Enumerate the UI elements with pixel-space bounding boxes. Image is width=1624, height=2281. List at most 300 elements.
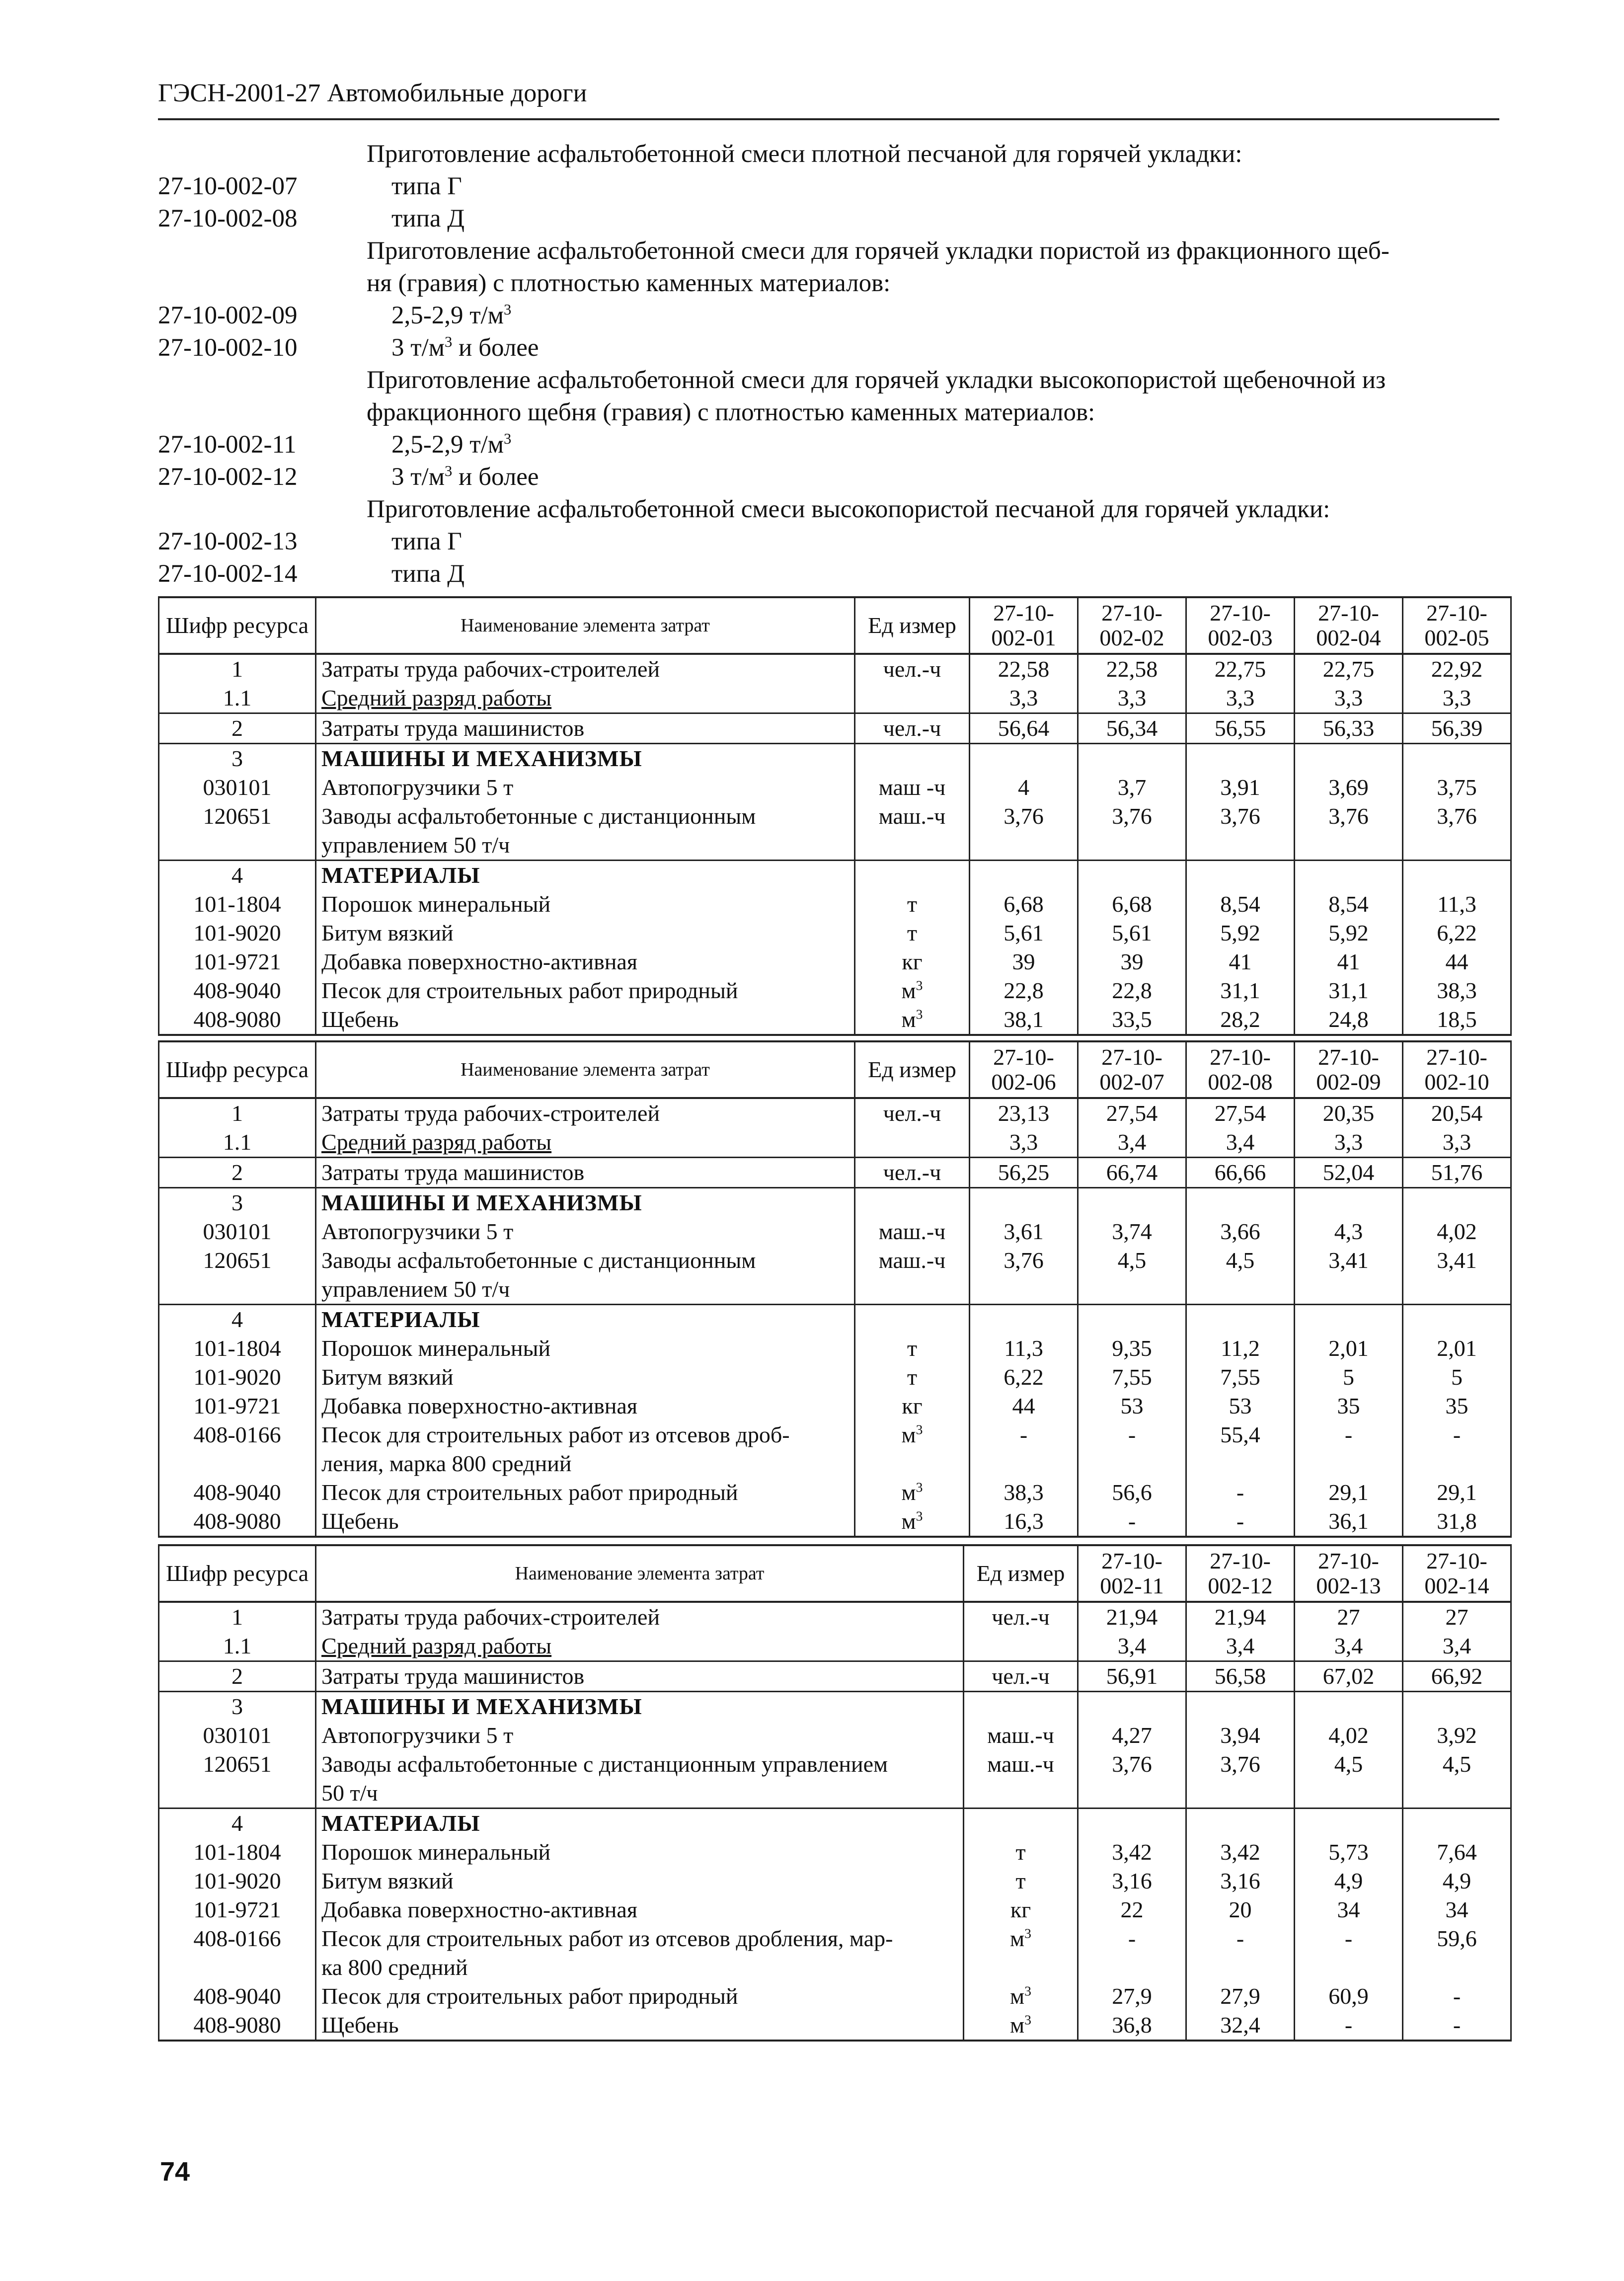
value-cell: 5,92 [1186, 919, 1295, 947]
value-cell: - [1186, 1478, 1295, 1507]
value-cell: 3,66 [1186, 1217, 1295, 1246]
table-row [159, 1246, 1511, 1305]
value-cell: 3,76 [1186, 1750, 1295, 1809]
header-name: Наименование элемента затрат [316, 597, 855, 654]
value-cell: 20 [1186, 1895, 1295, 1924]
section-row [159, 1305, 1511, 1335]
value-cell: 38,1 [970, 1005, 1078, 1035]
table-row [159, 890, 1511, 919]
value-cell: 3,76 [970, 1246, 1078, 1305]
norm-list [158, 138, 1509, 590]
value-cell: 9,35 [1078, 1334, 1186, 1363]
unit: кг [964, 1895, 1078, 1924]
resource-table-3 [158, 1544, 1512, 2042]
value-cell: 3,92 [1403, 1721, 1511, 1750]
value-cell [1295, 861, 1403, 890]
value-cell: - [1403, 1420, 1511, 1478]
unit: т [855, 1363, 970, 1392]
resource-code: 408-9040 [159, 1478, 316, 1507]
header-norm-code: 27-10- 002-08 [1186, 1041, 1295, 1098]
table-row [159, 1661, 1511, 1692]
value-cell: 4 [970, 773, 1078, 802]
norm-list-item [158, 203, 1509, 235]
value-cell: 4,27 [1078, 1721, 1186, 1750]
value-cell: 5,73 [1295, 1838, 1403, 1867]
section-title: МАШИНЫ И МЕХАНИЗМЫ [316, 744, 855, 774]
norm-list-item [158, 461, 1509, 493]
resource-name: Добавка поверхностно-активная [316, 947, 855, 976]
value-cell: 39 [1078, 947, 1186, 976]
resource-name: Битум вязкий [316, 919, 855, 947]
norm-item-title: 2,5-2,9 $т/м^3$ [391, 430, 512, 459]
norm-code: 27-10-002-09 [158, 302, 298, 329]
value-cell: 4,9 [1295, 1867, 1403, 1895]
table-row [159, 1334, 1511, 1363]
resource-code: 2 [159, 713, 316, 744]
table-row [159, 1098, 1511, 1128]
header-norm-code: 27-10- 002-14 [1403, 1545, 1511, 1602]
resource-table-2 [158, 1040, 1512, 1538]
value-cell: 3,41 [1295, 1246, 1403, 1305]
norm-list-item [158, 429, 1509, 461]
unit: $м^3$ [855, 976, 970, 1005]
value-cell: 3,61 [970, 1217, 1078, 1246]
value-cell: 3,76 [970, 802, 1078, 861]
unit [964, 1809, 1078, 1838]
unit: маш.-ч [964, 1750, 1078, 1809]
value-cell: 4,3 [1295, 1217, 1403, 1246]
value-cell [1295, 744, 1403, 774]
norm-list-item [158, 364, 1509, 396]
header-norm-code: 27-10- 002-12 [1186, 1545, 1295, 1602]
value-cell: 36,1 [1295, 1507, 1403, 1537]
table-row [159, 684, 1511, 713]
value-cell [1078, 1188, 1186, 1218]
norm-code: 27-10-002-07 [158, 172, 298, 200]
value-cell: 16,3 [970, 1507, 1078, 1537]
value-cell: 5 [1403, 1363, 1511, 1392]
value-cell: 56,39 [1403, 713, 1511, 744]
resource-name: Заводы асфальтобетонные с дистанционным управлением 50 т/ч [316, 1750, 964, 1809]
value-cell: 8,54 [1295, 890, 1403, 919]
value-cell: 3,7 [1078, 773, 1186, 802]
value-cell: - [1403, 1982, 1511, 2011]
resource-code: 120651 [159, 802, 316, 861]
table-row [159, 654, 1511, 684]
value-cell [1295, 1188, 1403, 1218]
value-cell: 3,4 [1186, 1632, 1295, 1661]
resource-name: Битум вязкий [316, 1363, 855, 1392]
resource-code: 101-9020 [159, 919, 316, 947]
value-cell: 27 [1295, 1602, 1403, 1632]
header-norm-code: 27-10- 002-10 [1403, 1041, 1511, 1098]
header-code: Шифр ресурса [159, 1041, 316, 1098]
resource-name: Затраты труда машинистов [316, 713, 855, 744]
value-cell [1186, 744, 1295, 774]
value-cell: 3,69 [1295, 773, 1403, 802]
resource-code: 120651 [159, 1750, 316, 1809]
value-cell [1078, 744, 1186, 774]
value-cell: 3,4 [1403, 1632, 1511, 1661]
unit: чел.-ч [855, 654, 970, 684]
resource-name: Средний разряд работы [316, 684, 855, 713]
table-row [159, 1838, 1511, 1867]
unit: чел.-ч [964, 1661, 1078, 1692]
resource-name: Песок для строительных работ природный [316, 1982, 964, 2011]
value-cell: 3,76 [1078, 802, 1186, 861]
resource-name: Битум вязкий [316, 1867, 964, 1895]
table-row [159, 1158, 1511, 1188]
value-cell: 27,9 [1186, 1982, 1295, 2011]
norm-item-title: 3 $т/м^3$ и более [391, 333, 539, 362]
resource-code: 3 [159, 1188, 316, 1218]
unit [855, 1128, 970, 1158]
resource-code: 1.1 [159, 1632, 316, 1661]
unit [855, 684, 970, 713]
value-cell: - [1403, 2011, 1511, 2041]
resource-name: Песок для строительных работ из отсевов дроб- ления, марка 800 средний [316, 1420, 855, 1478]
value-cell: 22,75 [1186, 654, 1295, 684]
resource-name: Щебень [316, 2011, 964, 2041]
value-cell: - [1295, 1420, 1403, 1478]
value-cell: 53 [1186, 1392, 1295, 1420]
value-cell: 3,42 [1186, 1838, 1295, 1867]
resource-name: Щебень [316, 1507, 855, 1537]
value-cell: 3,76 [1186, 802, 1295, 861]
value-cell: - [1186, 1507, 1295, 1537]
value-cell: 27 [1403, 1602, 1511, 1632]
value-cell: 3,4 [1295, 1632, 1403, 1661]
value-cell: 33,5 [1078, 1005, 1186, 1035]
unit: кг [855, 1392, 970, 1420]
value-cell: 31,8 [1403, 1507, 1511, 1537]
header-name: Наименование элемента затрат [316, 1545, 964, 1602]
value-cell: 11,3 [970, 1334, 1078, 1363]
value-cell: 3,16 [1186, 1867, 1295, 1895]
norm-code: 27-10-002-12 [158, 463, 298, 491]
page-number: 74 [160, 2157, 190, 2187]
value-cell: 6,68 [1078, 890, 1186, 919]
value-cell: 4,02 [1295, 1721, 1403, 1750]
value-cell: 3,74 [1078, 1217, 1186, 1246]
value-cell: 44 [1403, 947, 1511, 976]
value-cell: 8,54 [1186, 890, 1295, 919]
section-title: МАТЕРИАЛЫ [316, 1305, 855, 1335]
value-cell: - [1078, 1924, 1186, 1982]
norm-group-title: Приготовление асфальтобетонной смеси высокопористой песчаной для горячей укладки: [367, 495, 1330, 523]
header-norm-code: 27-10- 002-09 [1295, 1041, 1403, 1098]
norm-list-item [158, 267, 1509, 300]
value-cell [1078, 1305, 1186, 1335]
header-norm-code: 27-10- 002-07 [1078, 1041, 1186, 1098]
unit [855, 744, 970, 774]
value-cell: 39 [970, 947, 1078, 976]
value-cell: 51,76 [1403, 1158, 1511, 1188]
norm-item-title: типа Д [391, 560, 465, 588]
header-norm-code: 27-10- 002-04 [1295, 597, 1403, 654]
table-row [159, 1867, 1511, 1895]
value-cell [1295, 1809, 1403, 1838]
resource-code: 4 [159, 1809, 316, 1838]
norm-list-item [158, 332, 1509, 364]
table-row [159, 1217, 1511, 1246]
value-cell: 2,01 [1295, 1334, 1403, 1363]
unit: $м^3$ [855, 1478, 970, 1507]
value-cell: 29,1 [1295, 1478, 1403, 1507]
section-row [159, 744, 1511, 774]
value-cell: 7,64 [1403, 1838, 1511, 1867]
table-row [159, 1750, 1511, 1809]
norm-item-title: 2,5-2,9 $т/м^3$ [391, 301, 512, 329]
value-cell: 21,94 [1186, 1602, 1295, 1632]
value-cell: 22,8 [1078, 976, 1186, 1005]
table-row [159, 947, 1511, 976]
unit: т [855, 919, 970, 947]
unit [855, 1305, 970, 1335]
value-cell: 5,61 [1078, 919, 1186, 947]
value-cell: 55,4 [1186, 1420, 1295, 1478]
resource-name: Порошок минеральный [316, 1334, 855, 1363]
resource-name: Заводы асфальтобетонные с дистанционным управлением 50 т/ч [316, 802, 855, 861]
value-cell [970, 1305, 1078, 1335]
value-cell: 44 [970, 1392, 1078, 1420]
unit: т [964, 1867, 1078, 1895]
value-cell: 66,74 [1078, 1158, 1186, 1188]
value-cell: 3,3 [1295, 1128, 1403, 1158]
norm-group-title: Приготовление асфальтобетонной смеси плотной песчаной для горячей укладки: [367, 140, 1242, 168]
table-row [159, 1632, 1511, 1661]
header-unit: Ед измер [855, 1041, 970, 1098]
unit [964, 1632, 1078, 1661]
value-cell: 3,76 [1403, 802, 1511, 861]
resource-name: Добавка поверхностно-активная [316, 1895, 964, 1924]
value-cell: 52,04 [1295, 1158, 1403, 1188]
table-row [159, 1507, 1511, 1537]
value-cell: 20,54 [1403, 1098, 1511, 1128]
value-cell: 36,8 [1078, 2011, 1186, 2041]
norm-group-title: Приготовление асфальтобетонной смеси для горячей укладки пористой из фракционного щеб- [367, 237, 1390, 265]
value-cell: - [1186, 1924, 1295, 1982]
value-cell: 66,92 [1403, 1661, 1511, 1692]
resource-code: 101-1804 [159, 890, 316, 919]
resource-code: 101-1804 [159, 1838, 316, 1867]
value-cell: 5,92 [1295, 919, 1403, 947]
resource-code: 408-9040 [159, 976, 316, 1005]
value-cell: 53 [1078, 1392, 1186, 1420]
value-cell: - [1295, 1924, 1403, 1982]
resource-code: 101-9020 [159, 1363, 316, 1392]
unit: $м^3$ [964, 1982, 1078, 2011]
resource-code: 030101 [159, 1217, 316, 1246]
value-cell: 7,55 [1078, 1363, 1186, 1392]
resource-name: Затраты труда машинистов [316, 1158, 855, 1188]
value-cell: 59,6 [1403, 1924, 1511, 1982]
norm-group-title: ня (гравия) с плотностью каменных материалов: [367, 269, 891, 297]
resource-code: 101-9721 [159, 947, 316, 976]
table-row [159, 976, 1511, 1005]
value-cell: 3,4 [1078, 1128, 1186, 1158]
value-cell: 4,9 [1403, 1867, 1511, 1895]
resource-name: Добавка поверхностно-активная [316, 1392, 855, 1420]
value-cell [1186, 861, 1295, 890]
value-cell: 5,61 [970, 919, 1078, 947]
value-cell: 32,4 [1186, 2011, 1295, 2041]
resource-name: Затраты труда рабочих-строителей [316, 1602, 964, 1632]
value-cell: 28,2 [1186, 1005, 1295, 1035]
value-cell: 22,92 [1403, 654, 1511, 684]
table-row [159, 1478, 1511, 1507]
header-rule [158, 118, 1499, 120]
value-cell: 56,25 [970, 1158, 1078, 1188]
unit: т [855, 890, 970, 919]
value-cell [1403, 1692, 1511, 1722]
header-norm-code: 27-10- 002-13 [1295, 1545, 1403, 1602]
table-row [159, 2011, 1511, 2041]
resource-code: 1.1 [159, 1128, 316, 1158]
norm-list-item [158, 235, 1509, 267]
value-cell: 34 [1295, 1895, 1403, 1924]
resource-code: 1 [159, 1098, 316, 1128]
table-row [159, 1602, 1511, 1632]
norm-code: 27-10-002-14 [158, 560, 298, 588]
resource-code: 1.1 [159, 684, 316, 713]
value-cell: 23,13 [970, 1098, 1078, 1128]
table-row [159, 1392, 1511, 1420]
header-norm-code: 27-10- 002-11 [1078, 1545, 1186, 1602]
value-cell: 3,3 [970, 684, 1078, 713]
value-cell: - [1295, 2011, 1403, 2041]
value-cell: 3,3 [970, 1128, 1078, 1158]
value-cell: 56,64 [970, 713, 1078, 744]
value-cell: 3,4 [1186, 1128, 1295, 1158]
value-cell: 3,3 [1186, 684, 1295, 713]
resource-name: Песок для строительных работ природный [316, 976, 855, 1005]
unit [855, 1188, 970, 1218]
value-cell: 35 [1403, 1392, 1511, 1420]
value-cell: 22,75 [1295, 654, 1403, 684]
resource-code: 3 [159, 1692, 316, 1722]
header-norm-code: 27-10- 002-03 [1186, 597, 1295, 654]
value-cell: 31,1 [1186, 976, 1295, 1005]
norm-list-item [158, 396, 1509, 429]
section-row [159, 1809, 1511, 1838]
value-cell: 56,55 [1186, 713, 1295, 744]
resource-code: 408-9080 [159, 2011, 316, 2041]
value-cell [1295, 1692, 1403, 1722]
value-cell: - [970, 1420, 1078, 1478]
resource-name: Порошок минеральный [316, 890, 855, 919]
value-cell [1186, 1692, 1295, 1722]
resource-code: 408-9080 [159, 1005, 316, 1035]
norm-item-title: типа Г [391, 172, 462, 200]
resource-name: Автопогрузчики 5 т [316, 1217, 855, 1246]
resource-code: 4 [159, 1305, 316, 1335]
value-cell [970, 861, 1078, 890]
resource-code: 2 [159, 1158, 316, 1188]
resource-code: 1 [159, 1602, 316, 1632]
value-cell: 3,76 [1078, 1750, 1186, 1809]
section-row [159, 861, 1511, 890]
header-norm-code: 27-10- 002-02 [1078, 597, 1186, 654]
value-cell [970, 744, 1078, 774]
value-cell: 22,58 [1078, 654, 1186, 684]
resource-name: Автопогрузчики 5 т [316, 1721, 964, 1750]
value-cell: 56,6 [1078, 1478, 1186, 1507]
resource-name: Заводы асфальтобетонные с дистанционным управлением 50 т/ч [316, 1246, 855, 1305]
value-cell: 31,1 [1295, 976, 1403, 1005]
header-unit: Ед измер [855, 597, 970, 654]
table-row [159, 1895, 1511, 1924]
resource-code: 408-0166 [159, 1420, 316, 1478]
norm-item-title: 3 $т/м^3$ и более [391, 463, 539, 491]
value-cell: 6,68 [970, 890, 1078, 919]
value-cell [1186, 1809, 1295, 1838]
value-cell [970, 1188, 1078, 1218]
unit: т [964, 1838, 1078, 1867]
value-cell: 38,3 [1403, 976, 1511, 1005]
header-name: Наименование элемента затрат [316, 1041, 855, 1098]
value-cell: 6,22 [970, 1363, 1078, 1392]
value-cell: 41 [1295, 947, 1403, 976]
value-cell [1186, 1188, 1295, 1218]
unit: маш -ч [855, 773, 970, 802]
norm-code: 27-10-002-10 [158, 334, 298, 362]
resource-name: Порошок минеральный [316, 1838, 964, 1867]
value-cell [1403, 1809, 1511, 1838]
header-norm-code: 27-10- 002-05 [1403, 597, 1511, 654]
header-norm-code: 27-10- 002-06 [970, 1041, 1078, 1098]
value-cell [1403, 1188, 1511, 1218]
value-cell: 3,42 [1078, 1838, 1186, 1867]
resource-name: Средний разряд работы [316, 1128, 855, 1158]
value-cell: 3,75 [1403, 773, 1511, 802]
value-cell: 67,02 [1295, 1661, 1403, 1692]
header-norm-code: 27-10- 002-01 [970, 597, 1078, 654]
value-cell: - [1078, 1507, 1186, 1537]
value-cell: 27,54 [1186, 1098, 1295, 1128]
resource-name: Затраты труда рабочих-строителей [316, 1098, 855, 1128]
value-cell: 3,91 [1186, 773, 1295, 802]
value-cell [1403, 1305, 1511, 1335]
table-row [159, 1128, 1511, 1158]
unit: маш.-ч [855, 1217, 970, 1246]
resource-name: Автопогрузчики 5 т [316, 773, 855, 802]
resource-code: 408-9080 [159, 1507, 316, 1537]
header-unit: Ед измер [964, 1545, 1078, 1602]
norm-item-title: типа Д [391, 205, 465, 233]
value-cell: 24,8 [1295, 1005, 1403, 1035]
unit: $м^3$ [855, 1005, 970, 1035]
resource-code: 3 [159, 744, 316, 774]
unit: $м^3$ [964, 1924, 1078, 1982]
value-cell: 3,3 [1403, 684, 1511, 713]
value-cell: 2,01 [1403, 1334, 1511, 1363]
resource-code: 4 [159, 861, 316, 890]
table-row [159, 1420, 1511, 1478]
norm-item-title: типа Г [391, 528, 462, 555]
unit: $м^3$ [964, 2011, 1078, 2041]
value-cell [1078, 1692, 1186, 1722]
value-cell: 56,33 [1295, 713, 1403, 744]
unit: чел.-ч [964, 1602, 1078, 1632]
header-code: Шифр ресурса [159, 1545, 316, 1602]
value-cell: - [1078, 1420, 1186, 1478]
value-cell [1078, 1809, 1186, 1838]
value-cell: 34 [1403, 1895, 1511, 1924]
unit: маш.-ч [964, 1721, 1078, 1750]
section-title: МАТЕРИАЛЫ [316, 1809, 964, 1838]
section-title: МАШИНЫ И МЕХАНИЗМЫ [316, 1692, 964, 1722]
